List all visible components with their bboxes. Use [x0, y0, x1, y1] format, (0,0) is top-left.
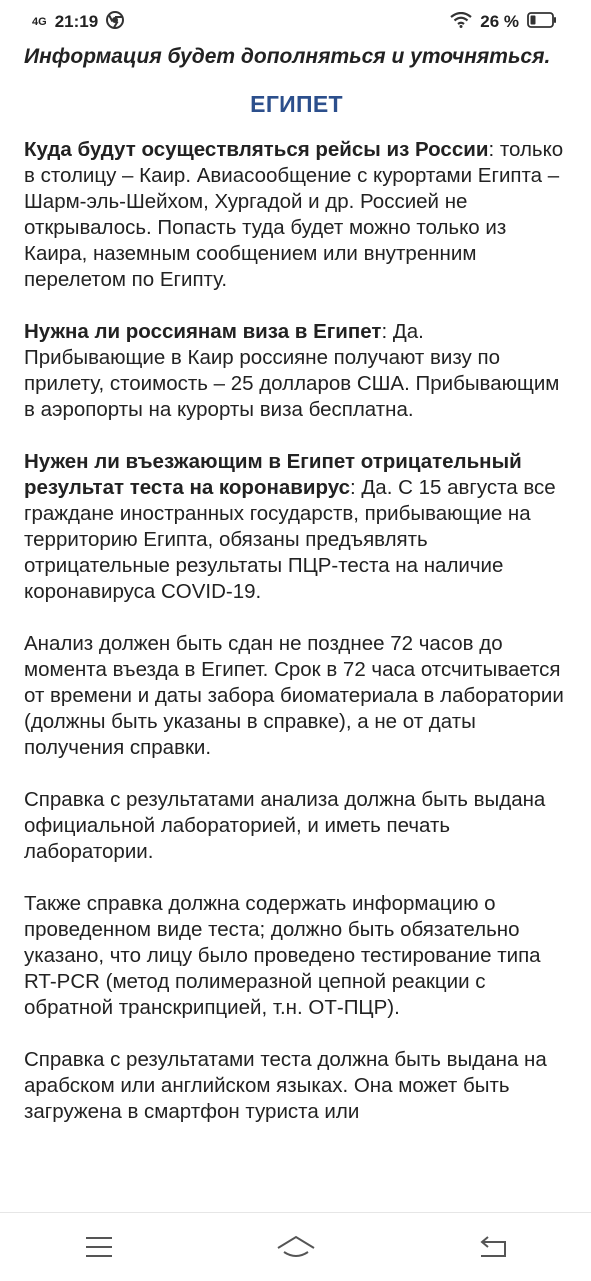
article-heading: ЕГИПЕТ — [250, 91, 343, 117]
question-visa: Нужна ли россиянам виза в Египет — [24, 320, 382, 343]
menu-button[interactable] — [69, 1227, 129, 1267]
answer-flights: : только в столицу – Каир. Авиасообщение с курортами Египта – Шарм-эль-Шейхом, Хургадой и др. Россией не открывалось. Попасть туда будет можно только из Каира, наземным сообщением или внутренним перелетом по Египту. — [24, 138, 564, 291]
status-bar-right — [450, 12, 557, 33]
status-bar — [0, 0, 591, 44]
home-icon — [275, 1234, 317, 1260]
menu-icon — [84, 1235, 114, 1259]
paragraph-covid-test — [24, 449, 569, 605]
answer-visa: : Да. Прибывающие в Каир россияне получают визу по прилету, стоимость – 25 долларов США. Прибывающим в аэропорты на курорты виза бесплатна. — [24, 320, 560, 421]
back-icon — [477, 1234, 509, 1260]
paragraph-flights — [24, 137, 569, 293]
paragraph-certificate-lab: Справка с результатами анализа должна быть выдана официальной лабораторией, и иметь печать лаборатории. — [24, 788, 546, 863]
article-notice: Информация будет дополняться и уточняться. — [24, 45, 551, 68]
paragraph-test-timing: Анализ должен быть сдан не позднее 72 часов до момента въезда в Египет. Срок в 72 часа отсчитывается от времени и даты забора биоматериала в лаборатории (должны быть указаны в справке), а не от даты получения справки. — [24, 632, 564, 759]
system-nav-bar — [0, 1212, 591, 1281]
article-content — [24, 44, 569, 1151]
question-covid-test: Нужен ли въезжающим в Египет отрицательный результат теста на коронавирус — [24, 450, 522, 499]
home-button[interactable] — [266, 1227, 326, 1267]
paragraph-test-type: Также справка должна содержать информацию о проведенном виде теста; должно быть обязательно указано, что лицу было проведено тестирование типа RT-PCR (метод полимеразной цепной реакции с обратной транскрипцией, т.н. ОТ-ПЦР). — [24, 892, 541, 1019]
question-flights: Куда будут осуществляться рейсы из России — [24, 138, 489, 161]
battery-percent: 26 % — [480, 12, 519, 31]
answer-covid-test: : Да. С 15 августа все граждане иностранных государств, прибывающие на территорию Египта, обязаны предъявлять отрицательные результаты ПЦР-теста на наличие коронавируса COVID-19. — [24, 476, 556, 603]
network-indicator: 4G — [32, 16, 47, 28]
status-bar-left — [32, 11, 124, 34]
chrome-icon — [106, 11, 124, 34]
back-button[interactable] — [463, 1227, 523, 1267]
paragraph-visa — [24, 319, 569, 423]
clock: 21:19 — [54, 12, 99, 31]
paragraph-certificate-language: Справка с результатами теста должна быть выдана на арабском или английском языках. Она может быть загружена в смартфон туриста или — [24, 1048, 547, 1123]
wifi-icon — [450, 12, 472, 33]
battery-icon — [527, 12, 557, 33]
